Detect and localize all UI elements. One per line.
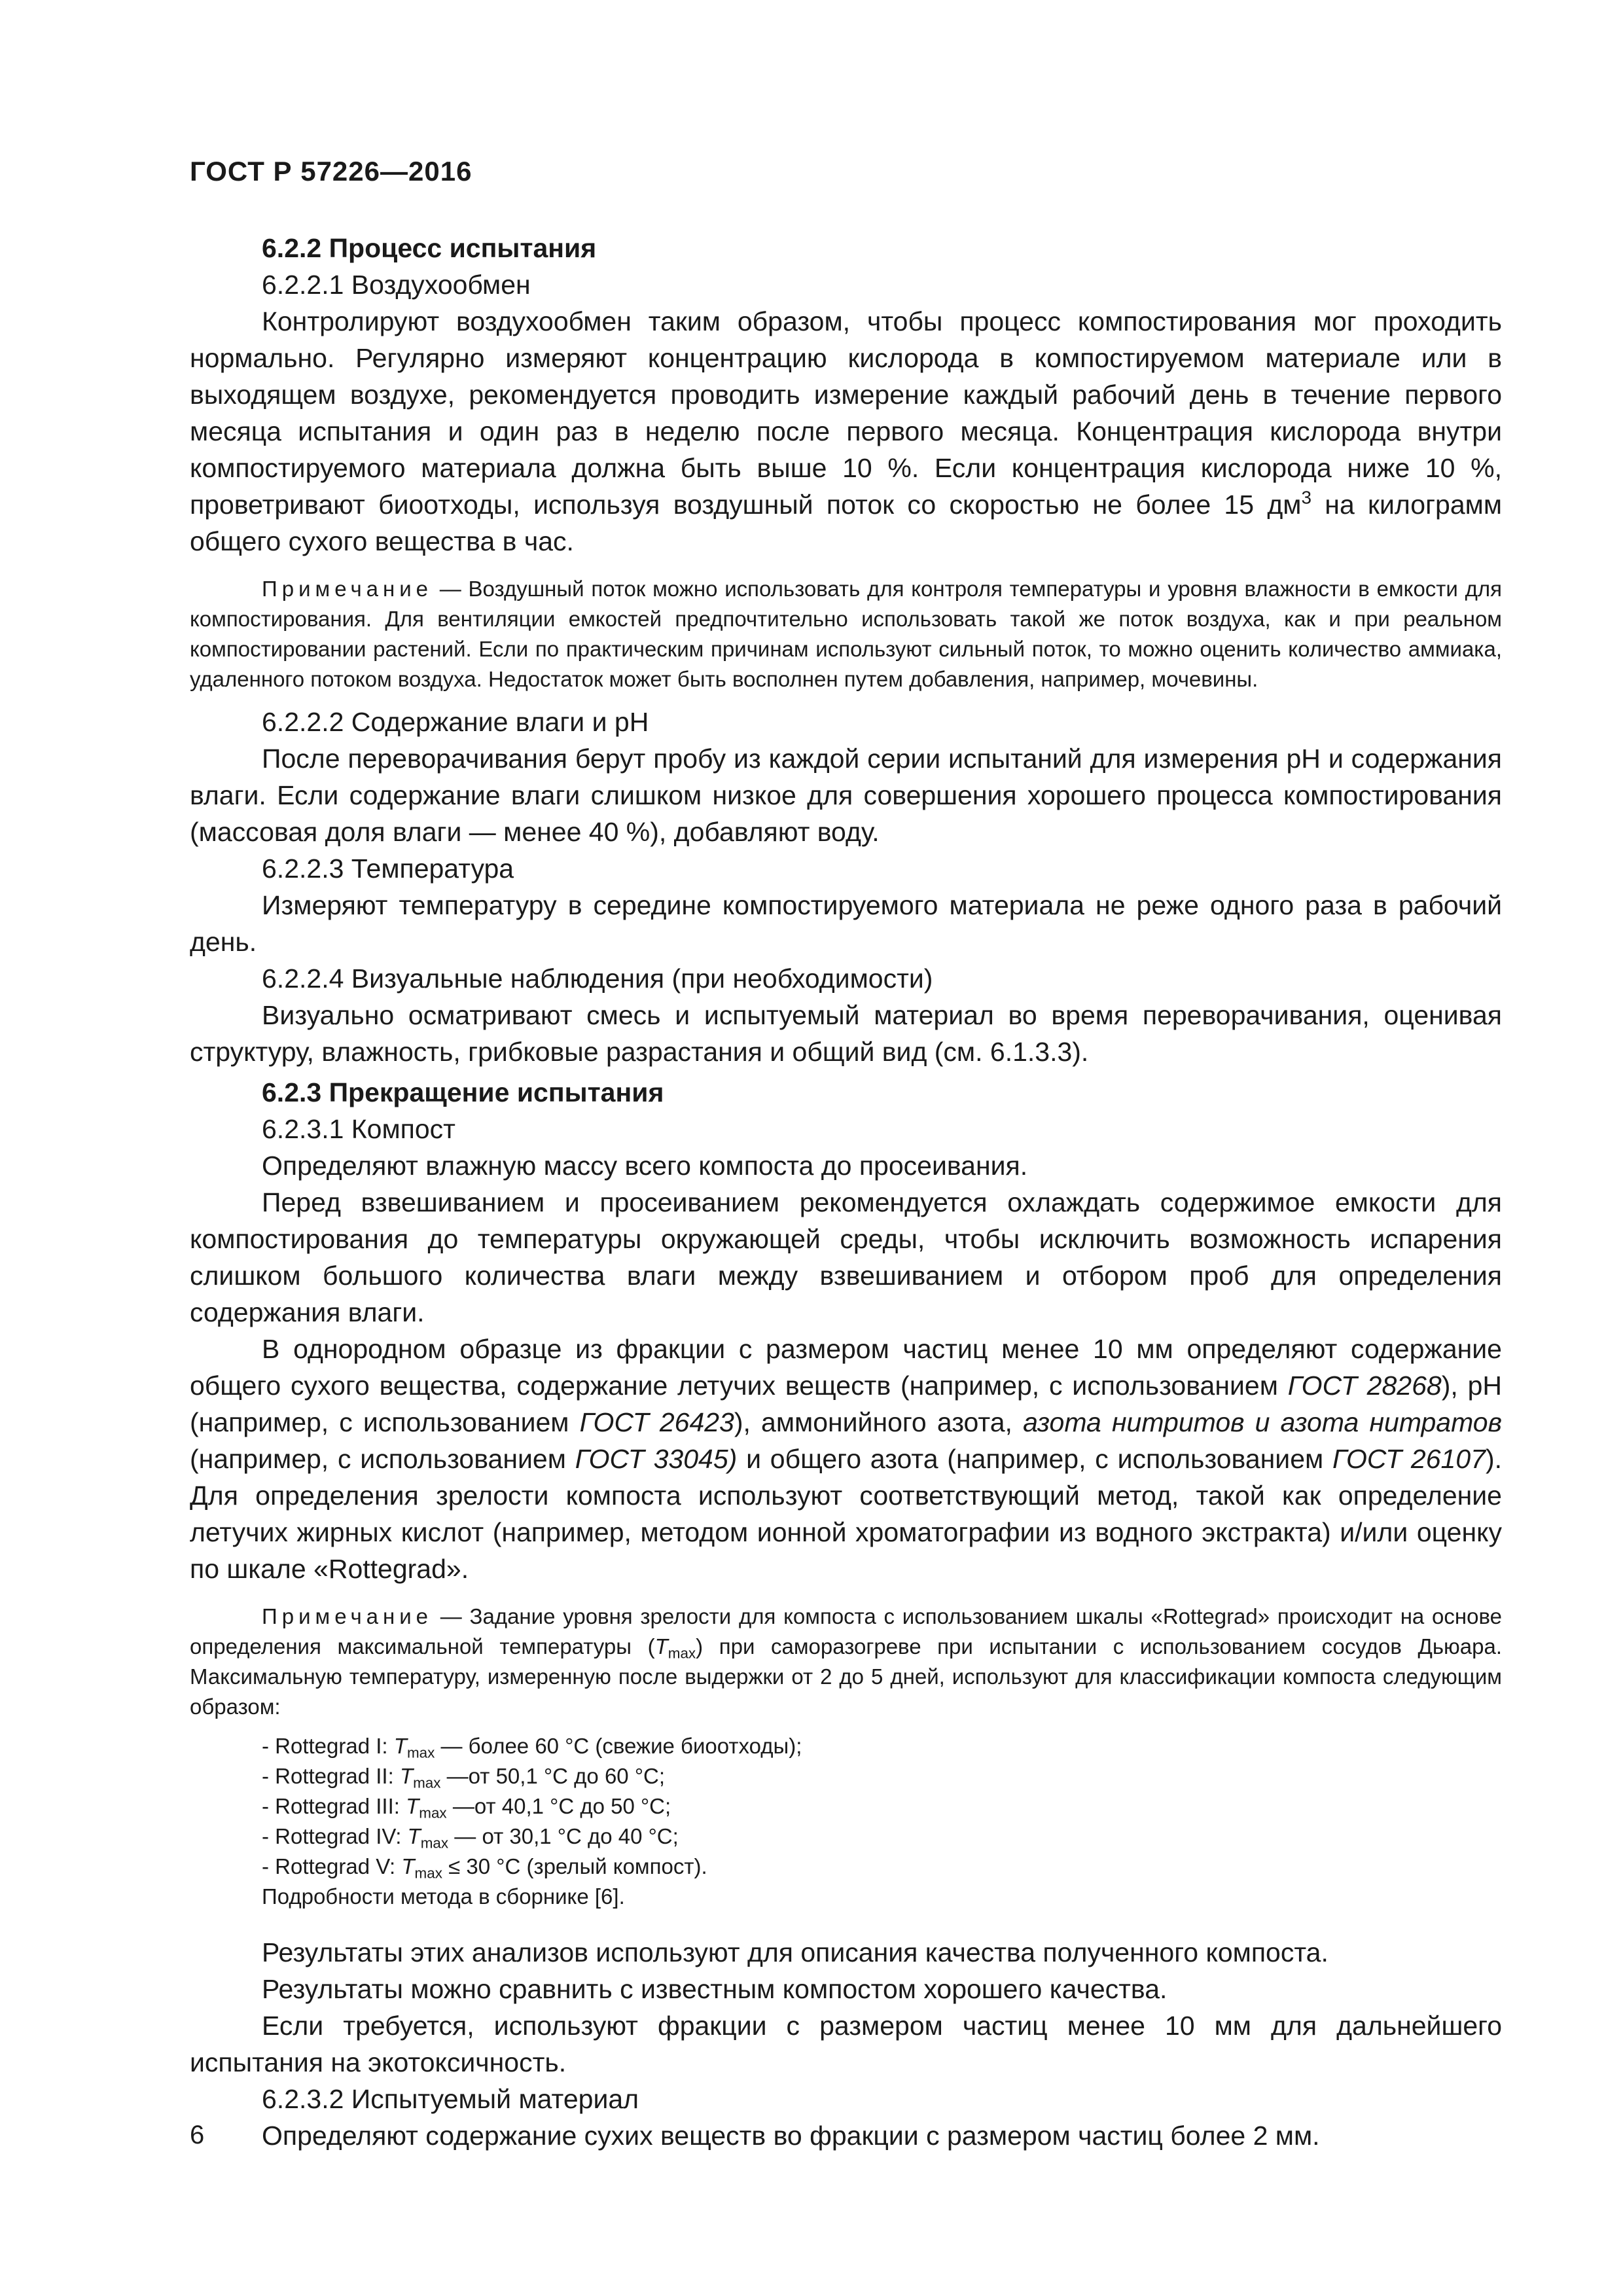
text-span: и общего азота (например, с использованием xyxy=(737,1444,1332,1474)
standard-reference: ГОСТ 33045) xyxy=(575,1444,738,1474)
subsection-6-2-2-3: 6.2.2.3 Температура xyxy=(262,853,514,884)
text-span: Контролируют воздухообмен таким образом, чтобы процесс компостирования мог проходить нормально. Регулярно измеряют концентрацию кислорода в компостируемом материале или в выходящем воздухе, рекомендуется проводить измерение каждый рабочий день в течение первого месяца испытания и один раз в неделю после первого месяца. Концентрация кислорода внутри компостируемого материала должна быть выше 10 %. Если концентрация кислорода ниже 10 %, проветривают биоотходы, используя воздушный поток со скоростью не более 15 дм xyxy=(190,306,1502,520)
subsection-6-2-2-1: 6.2.2.1 Воздухообмен xyxy=(262,270,531,300)
paragraph-analysis xyxy=(190,1331,1502,1587)
paragraph-ecotoxicity: Если требуется, используют фракции с размером частиц менее 10 мм для дальнейшего испытания на экотоксичность. xyxy=(190,2011,1502,2077)
italic-term: азота нитритов и азота нитратов xyxy=(1023,1407,1503,1437)
superscript: 3 xyxy=(1301,487,1311,508)
standard-reference: ГОСТ 26107 xyxy=(1332,1444,1486,1474)
note-text: — Воздушный поток можно использовать для контроля температуры и уровня влажности в емкости для компостирования. Для вентиляции емкостей предпочтительно использовать такой же поток воздуха, как и при реальном компостировании растений. Если по практическим причинам используют сильный поток, то можно оценить количество аммиака, удаленного потоком воздуха. Недостаток может быть восполнен путем добавления, например, мочевины. xyxy=(190,577,1502,691)
subsection-6-2-2-4: 6.2.2.4 Визуальные наблюдения (при необходимости) xyxy=(262,963,933,994)
note-text: — Задание уровня зрелости для компоста с использованием шкалы «Rottegrad» происходит на основе определения максимальной температуры ( xyxy=(190,1604,1502,1659)
document-page xyxy=(190,0,1502,2296)
text-span: ), pH (например, с использованием xyxy=(190,1371,1502,1437)
paragraph-dry-matter: Определяют содержание сухих веществ во фракции с размером частиц более 2 мм. xyxy=(262,2121,1320,2151)
symbol-t: T xyxy=(654,1634,668,1659)
paragraph-results-use: Результаты этих анализов используют для описания качества полученного компоста. xyxy=(262,1937,1329,1967)
standard-reference: ГОСТ 28268 xyxy=(1287,1371,1442,1401)
note-reference: Подробности метода в сборнике [6]. xyxy=(262,1884,625,1909)
subscript-max: max xyxy=(668,1645,696,1662)
list-item: - Rottegrad III: $T_{max}$ —от 40,1 °С до 50 °С; xyxy=(262,1794,671,1821)
note-text: ) при саморазогреве при испытании с использованием сосудов Дьюара. Максимальную температуру, измеренную после выдержки от 2 до 5 дней, используют для классификации компоста следующим образом: xyxy=(190,1634,1502,1719)
rottegrad-list xyxy=(190,1731,1502,1882)
subsection-6-2-2-2: 6.2.2.2 Содержание влаги и pH xyxy=(262,707,649,737)
note-label: Примечание xyxy=(262,577,433,601)
note-rottegrad xyxy=(190,1602,1502,1722)
text-span: на килограмм общего сухого вещества в час. xyxy=(190,490,1503,556)
note-label: Примечание xyxy=(262,1604,433,1628)
standard-reference: ГОСТ 26423 xyxy=(579,1407,734,1437)
list-item: - Rottegrad V: $T_{max} \le 30$ °С (зрелый компост). xyxy=(262,1854,707,1882)
page-number: 6 xyxy=(190,2121,205,2149)
section-heading-6-2-3: 6.2.3 Прекращение испытания xyxy=(262,1077,664,1107)
subsection-6-2-3-2: 6.2.3.2 Испытуемый материал xyxy=(262,2084,639,2114)
text-span: ). Для определения зрелости компоста используют соответствующий метод, такой как определение летучих жирных кислот (например, методом ионной хроматографии из водного экстракта) и/или оценку по шкале «Rottegrad». xyxy=(190,1444,1502,1584)
paragraph-air-exchange xyxy=(190,303,1502,560)
note-air-flow xyxy=(190,574,1502,694)
text-span: ), аммонийного азота, xyxy=(734,1407,1024,1437)
list-item: - Rottegrad I: $T_{max}$ — более 60 °С (свежие биоотходы); xyxy=(262,1734,802,1761)
subsection-6-2-3-1: 6.2.3.1 Компост xyxy=(262,1114,455,1144)
paragraph-moisture: После переворачивания берут пробу из каждой серии испытаний для измерения pH и содержания влаги. Если содержание влаги слишком низкое для совершения хорошего процесса компостирования (массовая доля влаги — менее 40 %), добавляют воду. xyxy=(190,744,1502,847)
section-heading-6-2-2: 6.2.2 Процесс испытания xyxy=(262,233,597,263)
paragraph-results-compare: Результаты можно сравнить с известным компостом хорошего качества. xyxy=(262,1974,1168,2004)
paragraph-cooling: Перед взвешиванием и просеиванием рекомендуется охлаждать содержимое емкости для компостирования до температуры окружающей среды, чтобы исключить возможность испарения слишком большого количества влаги между взвешиванием и отбором проб для определения содержания влаги. xyxy=(190,1187,1502,1327)
paragraph-visual: Визуально осматривают смесь и испытуемый материал во время переворачивания, оценивая структуру, влажность, грибковые разрастания и общий вид (см. 6.1.3.3). xyxy=(190,1000,1502,1067)
paragraph-temperature: Измеряют температуру в середине компостируемого материала не реже одного раза в рабочий день. xyxy=(190,890,1502,957)
text-span: В однородном образце из фракции с размером частиц менее 10 мм определяют содержание общего сухого вещества, содержание летучих веществ (например, с использованием xyxy=(190,1334,1502,1401)
document-body xyxy=(190,226,1502,2154)
list-item: - Rottegrad IV: $T_{max}$ — от 30,1 °С до 40 °С; xyxy=(262,1824,679,1852)
text-span: (например, с использованием xyxy=(190,1444,575,1474)
list-item: - Rottegrad II: $T_{max}$ —от 50,1 °С до 60 °С; xyxy=(262,1764,666,1791)
paragraph-wet-mass: Определяют влажную массу всего компоста до просеивания. xyxy=(262,1151,1028,1181)
document-header: ГОСТ Р 57226—2016 xyxy=(190,156,473,187)
